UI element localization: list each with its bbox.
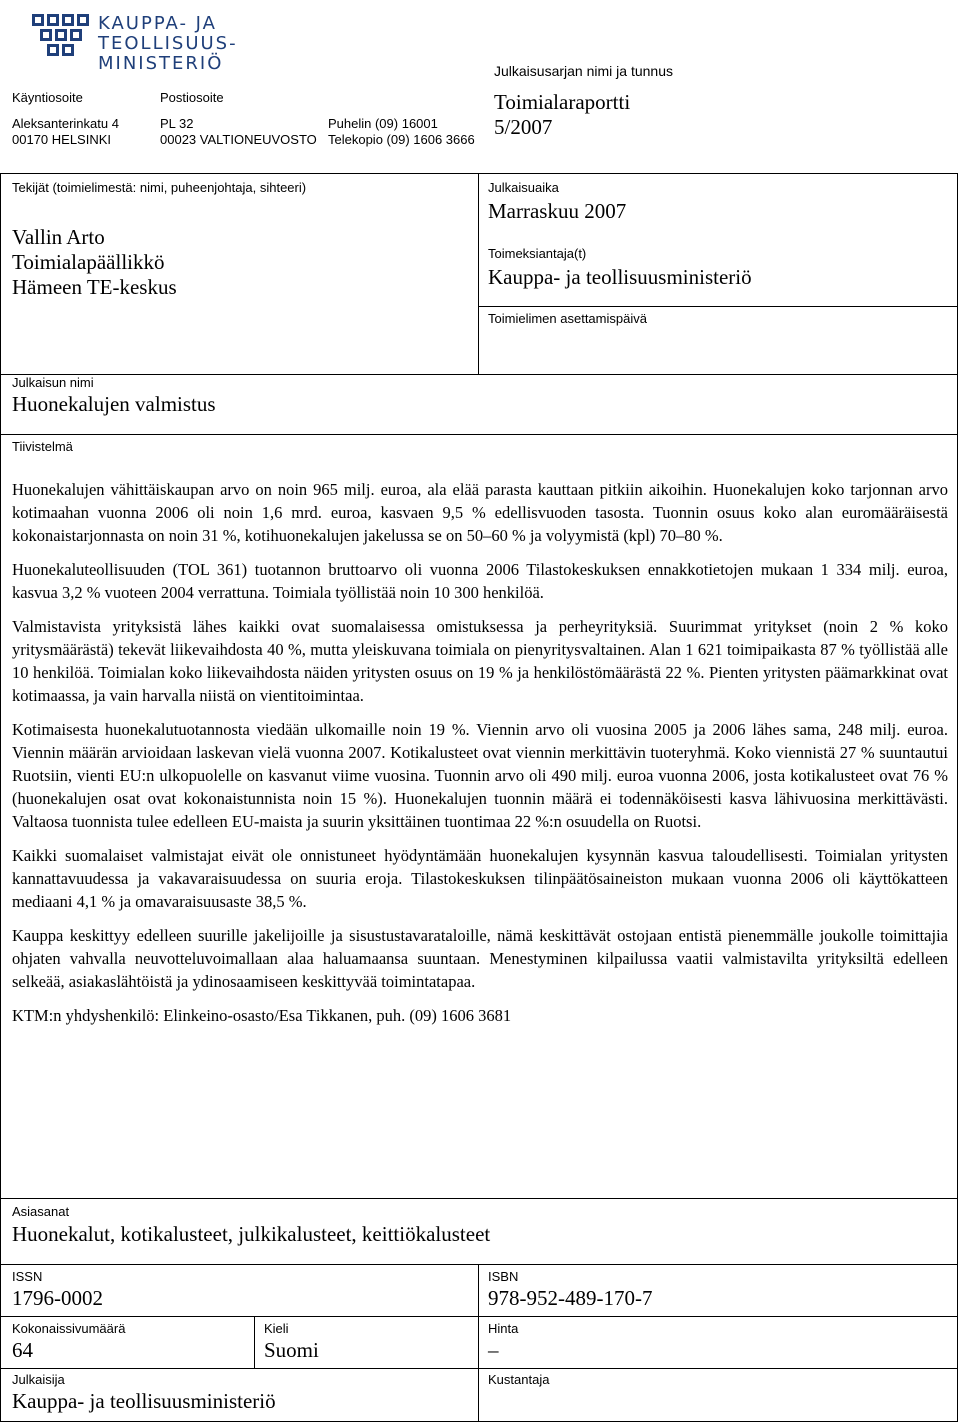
summary-paragraph-6: Kauppa keskittyy edelleen suurille jakelijoille ja sisustustavarataloille, nämä keskittävät ostojaan entistä pienemmälle joukolle toimittajia ohjaten vahvalla neuvotteluvoimallaan alaa haluamaansa suuntaan. Menestyminen kilpailussa vaatii valmistavilta yrityksiltä edelleen selkeää, asiakaslähtöistä ja ydinosaamiseen keskittyvää toimintatapaa. xyxy=(12,926,948,991)
divider-language xyxy=(254,1316,255,1368)
visiting-address-street: Aleksanterinkatu 4 xyxy=(12,116,119,131)
divider-title xyxy=(0,374,958,375)
isbn-value: 978-952-489-170-7 xyxy=(488,1286,653,1310)
ministry-emblem-icon xyxy=(32,12,92,72)
visiting-address xyxy=(12,90,119,148)
commissioner-label: Toimeksiantaja(t) xyxy=(488,246,587,261)
postal-address xyxy=(160,90,317,148)
summary-paragraph-1: Huonekalujen vähittäiskaupan arvo on noin 965 milj. euroa, ala elää parasta kauttaan pitkiin aikoihin. Huonekalujen koko tarjonnan arvo kotimaahan vuonna 2006 oli noin 1,6 mrd. euroa, kasvaen 9,5 % edellisvuoden tasosta. Tuonnin osuus koko alan euromääräisestä kokonaistarjonnasta on noin 31 %, kotihuonekalujen jakelussa se on 50–60 % ja volyymistä (kpl) 70–80 %. xyxy=(12,480,948,545)
author-name: Vallin Arto xyxy=(12,225,105,249)
postal-address-label: Postiosoite xyxy=(160,90,224,105)
form-border-top xyxy=(0,173,958,174)
series-number: 5/2007 xyxy=(494,115,553,139)
published-value: Marraskuu 2007 xyxy=(488,199,627,223)
postal-address-box: PL 32 xyxy=(160,116,194,131)
commissioner-value: Kauppa- ja teollisuusministeriö xyxy=(488,265,752,289)
divider-summary xyxy=(0,434,958,435)
divider-publisher xyxy=(0,1368,958,1369)
series-name: Toimialaraportti xyxy=(494,90,631,114)
divider-identifiers xyxy=(0,1264,958,1265)
summary-paragraph-5: Kaikki suomalaiset valmistajat eivät ole onnistuneet hyödyntämään huonekalujen kysynnän kasvua taloudellisesti. Toimialan yritysten kannattavuudessa ja vakavaraisuudessa on suuria eroja. Tilastokeskuksen tilinpäätösaineiston mukaan vuonna 2006 oli käyttökatteen mediaani 4,1 % ja omavaraisuusaste 38,5 %. xyxy=(12,846,948,911)
summary-paragraph-4: Kotimaisesta huonekalutuotannosta viedään ulkomaille noin 19 %. Viennin arvo oli vuosina 2005 ja 2006 lähes sama, 248 milj. euroa. Viennin määrän arvioidaan laskevan vielä vuonna 2007. Kotikalusteet ovat viennin merkittävin tuoteryhmä. Koko viennistä 27 % suuntautui Ruotsiin, vienti EU:n ulkopuolelle on kasvanut viime vuosina. Tuonnin arvo oli 490 milj. euroa vuonna 2006, josta kotikalusteet ovat 76 % (huonekalujen osat ovat kokonaistunnista noin 15 %). Huonekalujen tuonnin määrä ei todennäköisesti kasva lähivuosina merkittävästi. Valtaosa tuonnista tulee edelleen EU-maista ja suurin yksittäinen tuontimaa 22 %:n osuudella on Ruotsi. xyxy=(12,720,948,831)
keywords-value: Huonekalut, kotikalusteet, julkikalusteet, keittiökalusteet xyxy=(12,1222,491,1246)
logo-line-1: KAUPPA- JA xyxy=(98,13,217,34)
contact-person: KTM:n yhdyshenkilö: Elinkeino-osasto/Esa Tikkanen, puh. (09) 1606 3681 xyxy=(12,1006,512,1025)
divider-body-date xyxy=(479,306,957,307)
publication-title: Huonekalujen valmistus xyxy=(12,392,216,416)
divider-keywords xyxy=(0,1198,958,1199)
logo-line-3: MINISTERIÖ xyxy=(98,53,224,74)
authors-block xyxy=(12,225,177,300)
series-label: Julkaisusarjan nimi ja tunnus xyxy=(494,63,673,79)
divider-authors xyxy=(478,173,479,374)
pages-value: 64 xyxy=(12,1338,33,1362)
visiting-address-city: 00170 HELSINKI xyxy=(12,132,112,147)
postal-address-city: 00023 VALTIONEUVOSTO xyxy=(160,132,317,147)
body-date-label: Toimielimen asettamispäivä xyxy=(488,311,647,326)
summary-paragraph-2: Huonekaluteollisuuden (TOL 361) tuotannon bruttoarvo oli vuonna 2006 Tilastokeskuksen ennakkotietojen mukaan 1 334 milj. euroa, kasvua 3,2 % vuoteen 2004 verrattuna. Toimiala työllistää noin 10 300 henkilöä. xyxy=(12,560,948,602)
author-title: Toimialapäällikkö xyxy=(12,250,165,274)
summary-text xyxy=(12,478,948,1038)
phone-number: Puhelin (09) 16001 xyxy=(328,116,438,131)
price-value: – xyxy=(488,1338,499,1362)
author-organization: Hämeen TE-keskus xyxy=(12,275,177,299)
keywords-label: Asiasanat xyxy=(12,1204,70,1219)
price-label: Hinta xyxy=(488,1321,519,1336)
language-value: Suomi xyxy=(264,1338,319,1362)
language-label: Kieli xyxy=(264,1321,289,1336)
summary-paragraph-3: Valmistavista yrityksistä lähes kaikki ovat suomalaisessa omistuksessa ja perheyrityksiä. Suurimmat yritykset (noin 2 % koko yritysmäärästä) tekevät liikevaihdosta 40 %, mutta yleiskuvana toimiala on pienyritysvaltainen. Alan 1 621 toimipaikasta 87 % työllistää alle 10 henkilöä. Toimialan koko liikevaihdosta näiden yritysten osuus on 19 % ja henkilöstömäärästä 22 %. Pienten yritysten päämarkkinat ovat kotimaassa, ja vain harvalla niistä on vientitoimintaa. xyxy=(12,617,948,705)
visiting-address-label: Käyntiosoite xyxy=(12,90,83,105)
phone-fax xyxy=(328,116,475,148)
issn-label: ISSN xyxy=(12,1269,43,1284)
ministry-logo-text xyxy=(98,14,238,74)
publisher-value: Kauppa- ja teollisuusministeriö xyxy=(12,1389,276,1413)
logo-line-2: TEOLLISUUS- xyxy=(98,33,238,54)
publisher-label: Julkaisija xyxy=(12,1372,65,1387)
summary-label: Tiivistelmä xyxy=(12,439,73,454)
authors-label: Tekijät (toimielimestä: nimi, puheenjohtaja, sihteeri) xyxy=(12,180,307,195)
title-label: Julkaisun nimi xyxy=(12,375,94,390)
distributor-label: Kustantaja xyxy=(488,1372,550,1387)
fax-number: Telekopio (09) 1606 3666 xyxy=(328,132,475,147)
form-border-left xyxy=(0,173,1,1422)
form-border-right xyxy=(957,173,958,1422)
issn-value: 1796-0002 xyxy=(12,1286,103,1310)
pages-label: Kokonaissivumäärä xyxy=(12,1321,126,1336)
divider-pages xyxy=(0,1316,958,1317)
ministry-logo xyxy=(32,12,242,72)
published-label: Julkaisuaika xyxy=(488,180,559,195)
isbn-label: ISBN xyxy=(488,1269,519,1284)
divider-identifiers-mid xyxy=(478,1264,479,1422)
